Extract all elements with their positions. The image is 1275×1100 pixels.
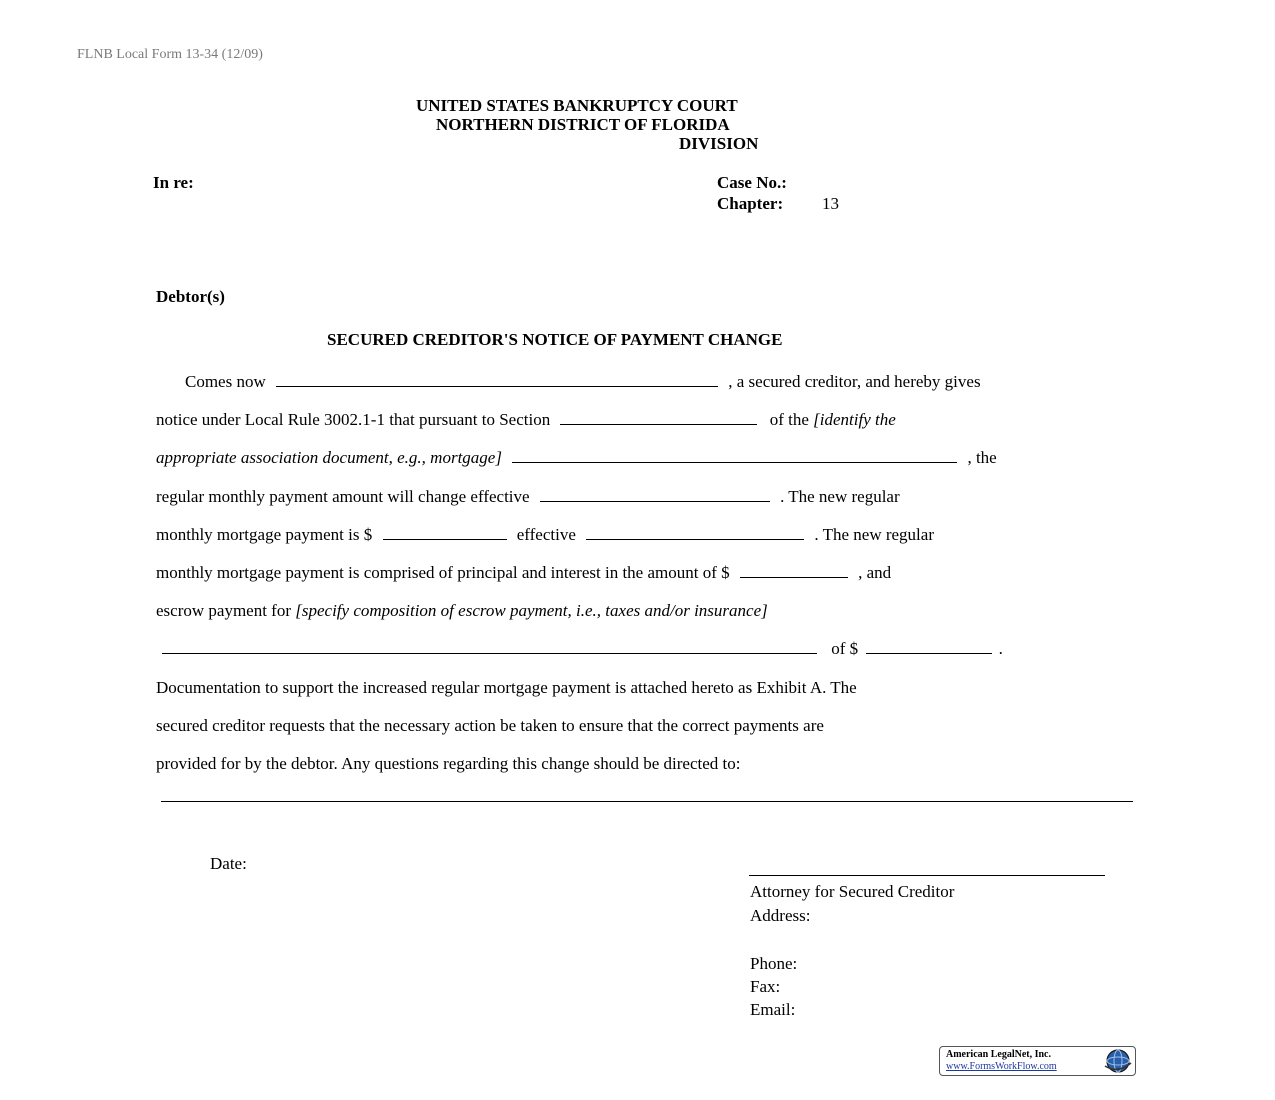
body-text: , the [967,448,997,467]
body-line-2 [156,410,896,430]
signature-line[interactable] [749,875,1105,876]
body-text: . [998,639,1003,658]
date-label: Date: [210,854,247,873]
publisher-name: American LegalNet, Inc. [946,1049,1051,1060]
publisher-url[interactable]: www.FormsWorkFlow.com [946,1061,1057,1072]
principal-interest-field[interactable] [740,563,848,578]
court-district: NORTHERN DISTRICT OF FLORIDA [436,115,730,134]
body-text-italic: [specify composition of escrow payment, i.e., taxes and/or insurance] [295,601,768,620]
body-line-8 [162,639,1003,659]
body-text: effective [516,525,576,544]
body-text: regular monthly payment amount will change effective [156,487,530,506]
body-text: , and [858,563,892,582]
body-line-10: secured creditor requests that the necessary action be taken to ensure that the correct payments are [156,716,824,735]
body-text: of the [769,410,814,429]
case-no-label: Case No.: [717,173,787,192]
contact-field[interactable] [161,801,1133,802]
new-payment-effective-field[interactable] [586,525,804,540]
body-text: . The new regular [780,487,900,506]
phone-label: Phone: [750,954,798,973]
new-payment-amount-field[interactable] [383,525,507,540]
body-text: Comes now [185,372,266,391]
fax-label: Fax: [750,977,781,996]
attorney-label: Attorney for Secured Creditor [750,882,955,901]
body-line-9: Documentation to support the increased regular mortgage payment is attached hereto as Exhibit A. The [156,678,857,697]
body-line-3 [156,448,997,468]
change-effective-date-field[interactable] [540,487,770,502]
section-field[interactable] [560,410,757,425]
body-text: escrow payment for [156,601,296,620]
document-field[interactable] [512,448,957,463]
globe-icon [1101,1048,1133,1079]
email-label: Email: [750,1000,796,1019]
body-line-4 [156,487,900,507]
chapter-label: Chapter: [717,194,784,213]
court-division: DIVISION [679,134,759,153]
publisher-badge [939,1046,1136,1076]
escrow-amount-field[interactable] [866,639,992,654]
form-id: FLNB Local Form 13-34 (12/09) [77,47,263,62]
court-name: UNITED STATES BANKRUPTCY COURT [416,96,738,115]
body-text-italic: [identify the [813,410,896,429]
body-line-11: provided for by the debtor. Any questions regarding this change should be directed to: [156,754,741,773]
escrow-composition-field[interactable] [162,639,817,654]
chapter-value: 13 [822,194,839,213]
creditor-name-field[interactable] [276,372,718,387]
body-text: , a secured creditor, and hereby gives [728,372,981,391]
body-line-1 [185,372,981,392]
debtor-label: Debtor(s) [156,287,225,306]
body-text: monthly mortgage payment is $ [156,525,373,544]
body-line-7 [156,601,768,621]
body-text: monthly mortgage payment is comprised of principal and interest in the amount of $ [156,563,730,582]
body-text: . The new regular [814,525,934,544]
body-line-5 [156,525,934,545]
body-text-italic: appropriate association document, e.g., mortgage] [156,448,502,467]
body-text: of $ [831,639,859,658]
body-text: notice under Local Rule 3002.1-1 that pursuant to Section [156,410,551,429]
address-label: Address: [750,906,811,925]
notice-title: SECURED CREDITOR'S NOTICE OF PAYMENT CHANGE [327,330,783,349]
in-re-label: In re: [153,173,194,192]
body-line-6 [156,563,891,583]
